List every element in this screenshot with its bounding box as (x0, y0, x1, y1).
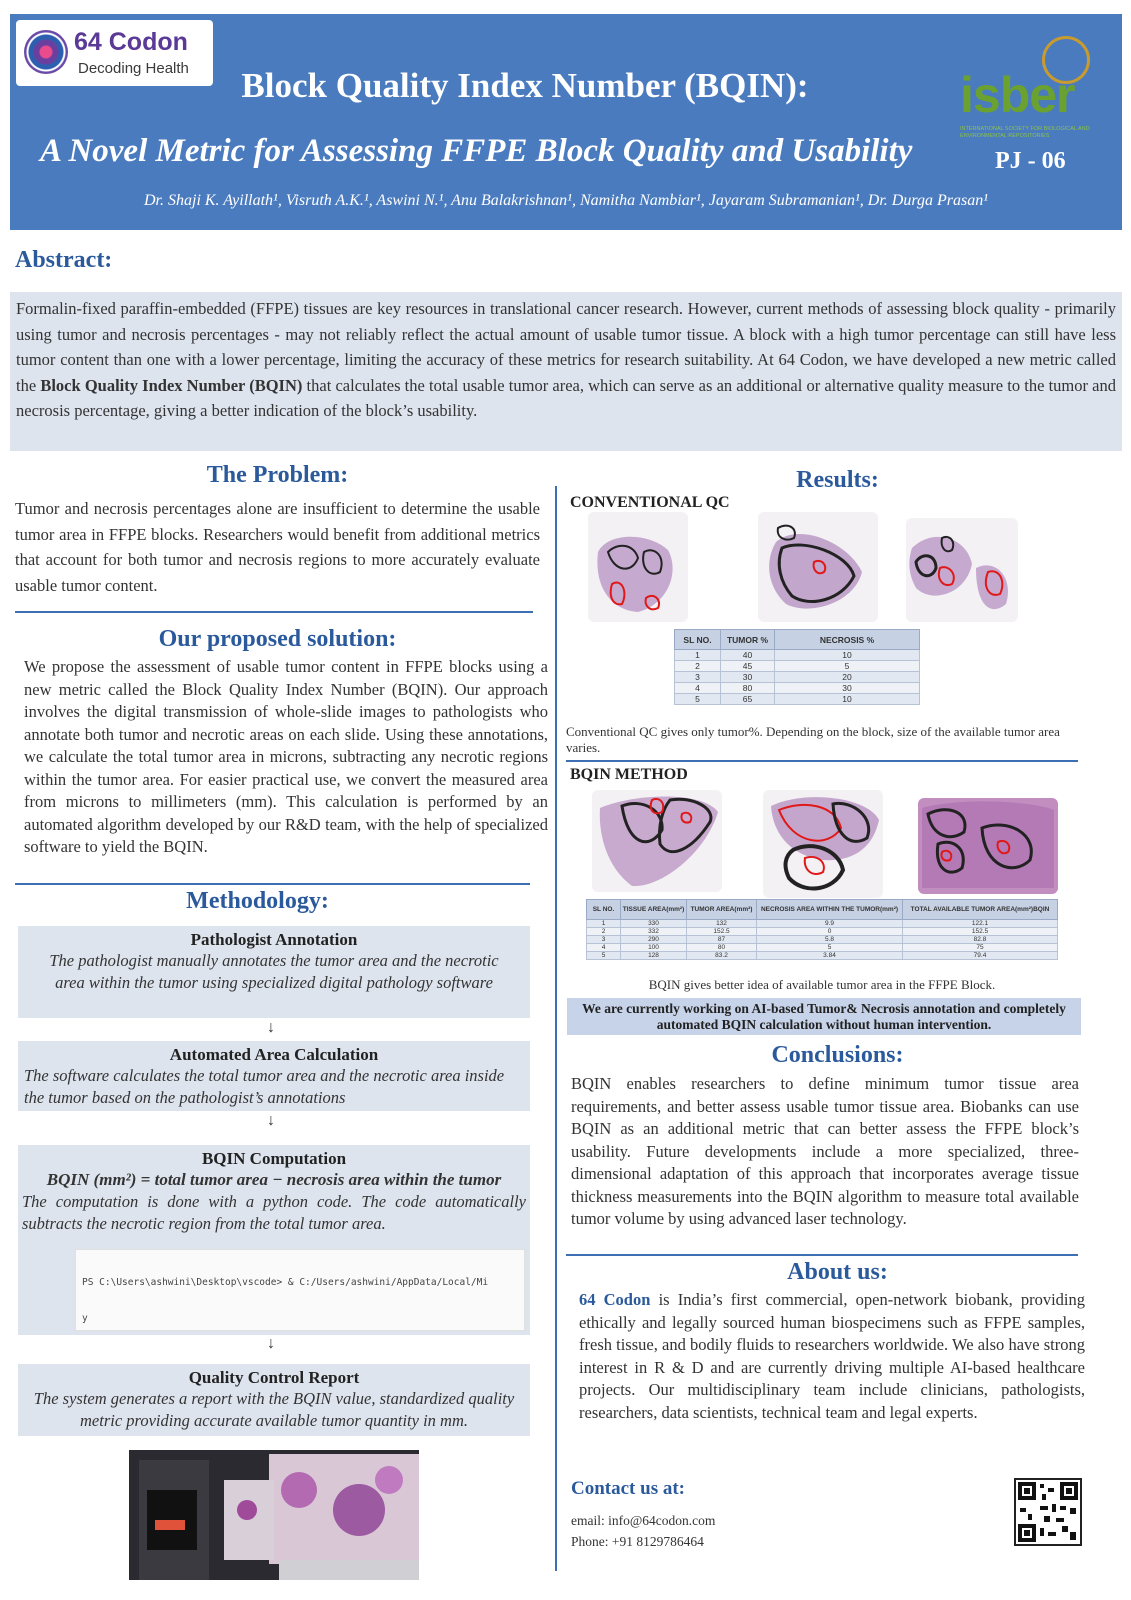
table-header-cell: NECROSIS % (775, 630, 920, 650)
contact-email[interactable]: email: info@64codon.com (571, 1513, 716, 1528)
method-step-desc: The software calculates the total tumor area and the necrotic area inside the tumor based on the pathologist’s annotations (24, 1066, 505, 1107)
abstract-text-part2: that calculates the total usable tumor area, which can serve as an additional or alternative quality measure to the tumor and necrosis percentage, giving a better indication of the block’s usability. (16, 375, 1117, 420)
poster-subtitle: A Novel Metric for Assessing FFPE Block Quality and Usability (40, 133, 913, 169)
method-step-title: BQIN Computation (201, 1149, 347, 1168)
method-step-title: Pathologist Annotation (190, 930, 358, 949)
table-header-cell: TUMOR % (721, 630, 775, 650)
methodology-heading: Methodology: (186, 888, 329, 914)
about-brand: 64 Codon (579, 1290, 651, 1309)
table-header-cell: TISSUE AREA(mm²) (621, 900, 687, 920)
problem-heading: The Problem: (206, 462, 349, 488)
conventional-qc-heading: CONVENTIONAL QC (570, 494, 730, 511)
code-line: PS C:\Users\ashwini\Desktop\vscode> & C:/Users/ashwini/AppData/Local/Mi (82, 1277, 489, 1288)
method-step-desc: The computation is done with a python code. The code automatically subtracts the necrotic region from the total tumor area. (22, 1192, 526, 1233)
table-header-cell: SL NO. (587, 900, 621, 920)
isber-logo (958, 34, 1098, 144)
method-step-annotation (18, 926, 530, 1018)
conventional-qc-table (674, 629, 920, 705)
section-separator (566, 760, 1078, 762)
solution-heading: Our proposed solution: (158, 626, 397, 652)
conclusions-text: BQIN enables researchers to define minimum tumor tissue area requirements, and better assess usable tumor tissue area. Biobanks can use BQIN as an additional metric that can better assess the FFPE block’s usability. Future developments include a more specialized, three-dimensional adaptation of this approach that incorporates average tissue thickness measurements into the BQIN algorithm to measure total available tumor volume by using advanced laser technology. (571, 1074, 1079, 1228)
table-header-cell: TUMOR AREA(mm²) (687, 900, 757, 920)
section-separator (566, 1254, 1078, 1256)
bqin-results-table (586, 899, 1058, 960)
code-line: y (82, 1313, 88, 1324)
down-arrow-icon: ↓ (267, 1335, 275, 1352)
python-output-terminal (75, 1249, 525, 1331)
conventional-slide-1 (588, 512, 688, 622)
table-row: 4 80 30 (675, 683, 920, 694)
results-heading: Results: (796, 467, 879, 493)
contact-phone[interactable]: Phone: +91 8129786464 (571, 1534, 704, 1549)
section-separator (15, 611, 533, 613)
table-header-cell: NECROSIS AREA WITHIN THE TUMOR(mm²) (757, 900, 903, 920)
logo-brand: 64 Codon (74, 28, 188, 56)
abstract-text-part1: Formalin-fixed paraffin-embedded (FFPE) tissues are key resources in translational cancer research. However, current methods of assessing block quality - primarily using tumor and necrosis percentages - may not reliably reflect the actual amount of usable tumor tissue. A block with a high tumor percentage can still have less tumor content than one with a lower percentage, limiting the accuracy of these metrics for research suitability. At 64 Codon, we have developed a new metric called the (16, 299, 1116, 395)
poster-id: PJ - 06 (995, 148, 1066, 174)
table-row: 3 30 20 (675, 672, 920, 683)
table-header-cell: TOTAL AVAILABLE TUMOR AREA(mm²)BQIN (903, 900, 1058, 920)
conventional-qc-caption: Conventional QC gives only tumor%. Depending on the block, size of the available tumor area varies. (566, 724, 1060, 755)
ai-development-note: We are currently working on AI-based Tumor& Necrosis annotation and completely automated BQIN calculation without human intervention. (567, 998, 1081, 1035)
table-header-row (675, 630, 920, 650)
poster-header (10, 14, 1122, 230)
method-step-qc-report (18, 1364, 530, 1436)
conclusions-heading: Conclusions: (771, 1042, 904, 1068)
bqin-slide-2 (763, 790, 883, 898)
section-separator (15, 883, 530, 885)
method-step-title: Quality Control Report (188, 1368, 360, 1387)
lab-scanner-photo (129, 1450, 419, 1580)
bqin-slide-1 (592, 790, 722, 892)
method-step-title: Automated Area Calculation (169, 1045, 379, 1064)
bqin-slide-3 (918, 798, 1058, 894)
table-row: 5 128 83.2 3.84 79.4 (587, 952, 1058, 960)
abstract-text (10, 292, 1122, 451)
abstract-text-bold: Block Quality Index Number (BQIN) (40, 375, 303, 395)
table-header-row (587, 900, 1058, 920)
table-row: 1 40 10 (675, 650, 920, 661)
table-row: 5 65 10 (675, 694, 920, 705)
problem-text: Tumor and necrosis percentages alone are insufficient to determine the usable tumor area in FFPE blocks. Researchers would benefit from additional metrics that account for both tumor and necrosis regions to more accurately evaluate usable tumor content. (15, 499, 540, 595)
contact-heading: Contact us at: (571, 1478, 685, 1499)
about-text (579, 1289, 1085, 1424)
qr-code-icon[interactable] (1014, 1478, 1082, 1546)
about-heading: About us: (787, 1259, 888, 1285)
table-row: 4 100 80 5 75 (587, 944, 1058, 952)
isber-subtitle: INTERNATIONAL SOCIETY FOR BIOLOGICAL AND ENVIRONMENTAL REPOSITORIES (960, 126, 1090, 139)
method-step-desc: The system generates a report with the BQIN value, standardized quality metric providing accurate available tumor quantity in mm. (33, 1389, 515, 1430)
down-arrow-icon: ↓ (267, 1019, 275, 1036)
table-row: 1 330 132 9.9 122.1 (587, 920, 1058, 928)
table-row: 3 290 87 5.8 82.8 (587, 936, 1058, 944)
logo-tagline: Decoding Health (78, 60, 189, 77)
bqin-method-heading: BQIN METHOD (570, 766, 688, 783)
author-list: Dr. Shaji K. Ayillath¹, Visruth A.K.¹, Aswini N.¹, Anu Balakrishnan¹, Namitha Nambiar¹, Jayaram Subramanian¹, Dr. Durga Prasan¹ (143, 192, 988, 209)
table-row: 2 45 5 (675, 661, 920, 672)
isber-wordmark: isber (960, 67, 1075, 123)
about-body: is India’s first commercial, open-network biobank, providing ethically and legally sourced human biospecimens such as FFPE samples, fresh tissue, and bodily fluids to researchers worldwide. We also have strong interest in R & D and are currently driving multiple AI-based healthcare projects. Our multidisciplinary team include clinicians, pathologists, researchers, data scientists, technical team and legal experts. (579, 1290, 1085, 1422)
down-arrow-icon: ↓ (267, 1112, 275, 1129)
conventional-slide-2 (758, 512, 878, 622)
column-divider (555, 486, 557, 1571)
poster-title: Block Quality Index Number (BQIN): (241, 66, 809, 105)
solution-text: We propose the assessment of usable tumor content in FFPE blocks using a new metric called the Block Quality Index Number (BQIN). Our approach involves the digital transmission of whole-slide images to pathologists who annotate both tumor and necrotic areas on each slide. Using these annotations, we calculate the total tumor area in microns, subtracting any necrotic regions within the tumor area. For easier practical use, we convert the measured area from microns to millimeters (mm). This calculation is performed by an automated algorithm developed by our R&D team, with the help of specialized software to yield the BQIN. (24, 657, 548, 856)
bqin-formula: BQIN (mm²) = total tumor area − necrosis area within the tumor (46, 1170, 502, 1189)
method-step-area-calc (18, 1041, 530, 1111)
abstract-heading: Abstract: (15, 247, 113, 273)
conventional-slide-3 (906, 518, 1018, 622)
table-header-cell: SL NO. (675, 630, 721, 650)
method-step-desc: The pathologist manually annotates the tumor area and the necrotic area within the tumor using specialized digital pathology software (49, 951, 499, 992)
table-row: 2 332 152.5 0 152.5 (587, 928, 1058, 936)
bqin-caption: BQIN gives better idea of available tumor area in the FFPE Block. (648, 977, 996, 992)
